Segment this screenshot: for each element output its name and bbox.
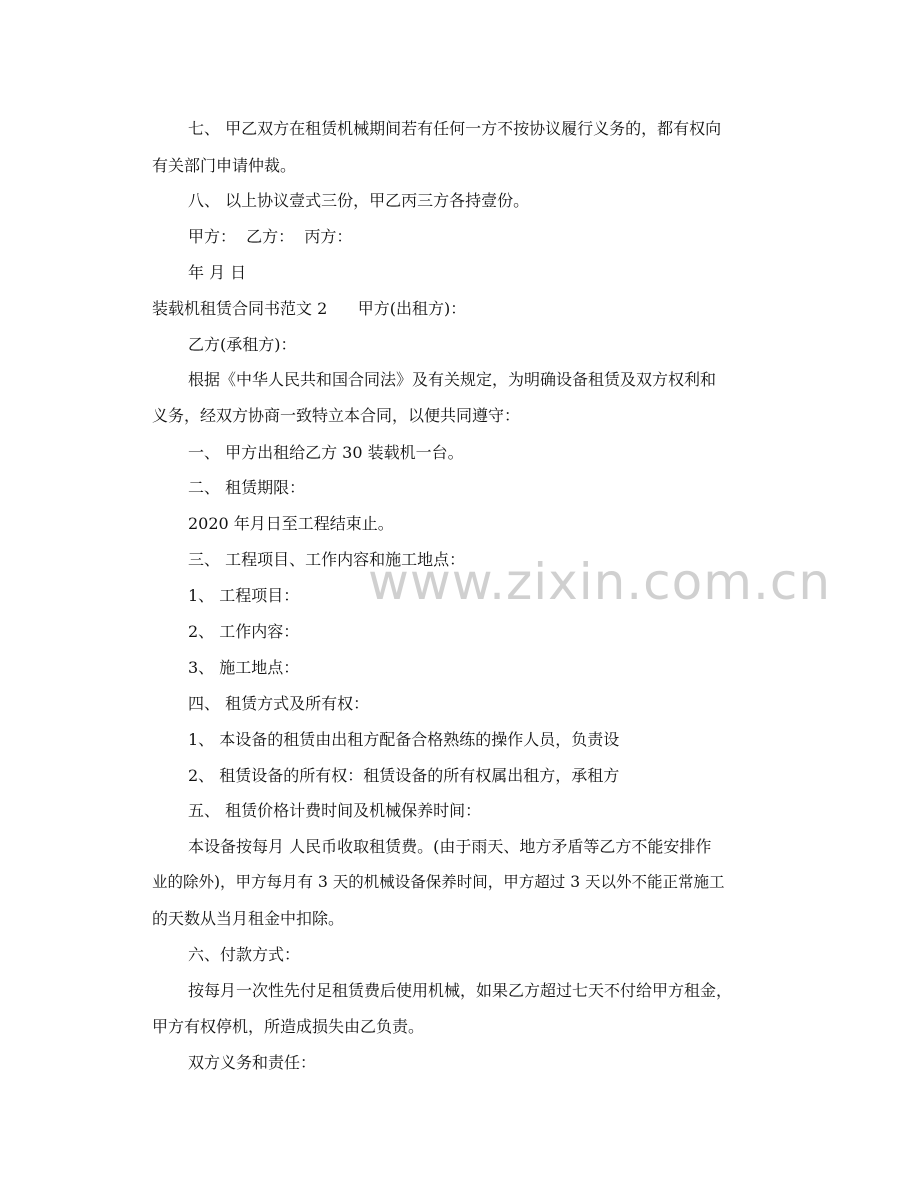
paragraph-line: 2、 工作内容： (188, 622, 300, 641)
paragraph-line: 业的除外)，甲方每月有 3 天的机械设备保养时间，甲方超过 3 天以外不能正常施工 (152, 873, 725, 891)
paragraph-line: 2020 年月日至工程结束止。 (188, 514, 394, 533)
paragraph-line: 义务，经双方协商一致特立本合同，以便共同遵守： (152, 406, 521, 425)
paragraph-line: 的天数从当月租金中扣除。 (152, 909, 345, 928)
paragraph-line: 1、 工程项目： (188, 586, 300, 605)
paragraph-line: 三、 工程项目、工作内容和施工地点： (188, 550, 466, 569)
paragraph-line: 一、 甲方出租给乙方 30 装载机一台。 (188, 443, 464, 462)
paragraph-line: 1、 本设备的租赁由出租方配备合格熟练的操作人员，负责设 (188, 730, 620, 749)
paragraph-line: 根据《中华人民共和国合同法》及有关规定，为明确设备租赁及双方权利和 (188, 370, 717, 389)
paragraph-line: 八、 以上协议壹式三份，甲乙丙三方各持壹份。 (188, 191, 530, 210)
paragraph-line: 六、付款方式： (188, 945, 301, 964)
paragraph-line: 双方义务和责任： (188, 1053, 317, 1072)
paragraph-line: 3、 施工地点： (188, 658, 300, 677)
paragraph-line: 甲方有权停机，所造成损失由乙负责。 (152, 1017, 425, 1036)
watermark-text: www.zixin.com.cn (368, 553, 832, 611)
section-heading: 装载机租赁合同书范文 2 甲方(出租方)： (152, 299, 467, 318)
paragraph-line: 年 月 日 (188, 263, 247, 282)
paragraph-line: 2、 租赁设备的所有权：租赁设备的所有权属出租方，承租方 (188, 766, 620, 785)
paragraph-line: 甲方： 乙方： 丙方： (188, 227, 353, 246)
paragraph-line: 二、 租赁期限： (188, 478, 306, 497)
paragraph-line: 五、 租赁价格计费时间及机械保养时间： (188, 801, 482, 820)
paragraph-line: 本设备按每月 人民币收取租赁费。(由于雨天、地方矛盾等乙方不能安排作 (188, 837, 712, 856)
paragraph-line: 按每月一次性先付足租赁费后使用机械，如果乙方超过七天不付给甲方租金， (188, 981, 733, 1000)
paragraph-line: 四、 租赁方式及所有权： (188, 694, 370, 713)
paragraph-line: 乙方(承租方)： (188, 335, 297, 354)
paragraph-line: 有关部门申请仲裁。 (152, 156, 297, 175)
paragraph-line: 七、 甲乙双方在租赁机械期间若有任何一方不按协议履行义务的，都有权向 (188, 119, 722, 138)
